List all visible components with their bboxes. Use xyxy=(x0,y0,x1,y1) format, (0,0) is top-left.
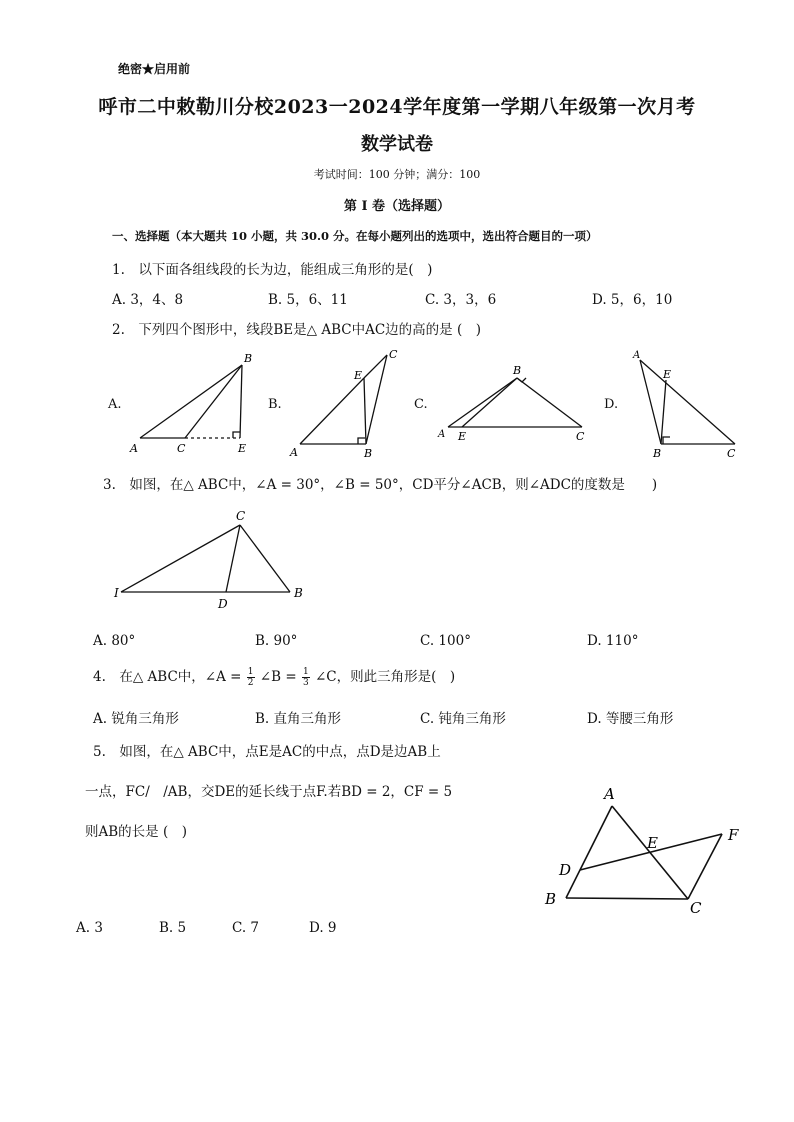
q5-option-a: A. 3 xyxy=(76,920,103,936)
q2c-label-b: B xyxy=(513,364,522,377)
q4-option-a: A. 锐角三角形 xyxy=(93,711,179,727)
q5-label-f: F xyxy=(728,826,739,844)
q2c-label-e: E xyxy=(458,430,467,443)
q4-option-b: B. 直角三角形 xyxy=(255,711,342,727)
q2b-label-c: C xyxy=(389,348,398,361)
q4-option-d: D. 等腰三角形 xyxy=(587,711,674,727)
q4-stem-suffix: ∠C，则此三角形是( ) xyxy=(314,669,456,685)
q2d-label-b: B xyxy=(653,447,662,460)
q1-option-a: A. 3，4、8 xyxy=(112,292,184,308)
q4-frac2-num: 1 xyxy=(302,667,309,677)
q2-label-c: C. xyxy=(414,397,428,412)
q2a-label-a: A xyxy=(130,442,138,455)
q2-label-a: A. xyxy=(108,397,122,412)
q2-label-d: D. xyxy=(604,397,619,412)
q3-figure xyxy=(121,525,290,592)
q2-figure-d xyxy=(640,360,735,444)
q2-stem: 2. 下列四个图形中，线段BE是△ ABC中AC边的高的是 ( ) xyxy=(112,322,481,338)
exam-info: 考试时间：100 分钟；满分：100 xyxy=(313,168,481,181)
secret-mark: 绝密★启用前 xyxy=(118,62,191,76)
volume-heading: 第 I 卷（选择题） xyxy=(343,199,451,214)
q2d-label-c: C xyxy=(727,447,736,460)
q1-option-c: C. 3，3，6 xyxy=(425,292,497,308)
q3-option-b: B. 90° xyxy=(255,633,298,649)
q2b-label-b: B xyxy=(364,447,373,460)
q4-fraction-1 xyxy=(247,667,255,688)
q3-label-d: D xyxy=(218,597,228,611)
q4-frac1-num: 1 xyxy=(247,667,254,677)
q4-stem-prefix: 4. 在△ ABC中，∠A = xyxy=(93,669,242,685)
q3-option-a: A. 80° xyxy=(93,633,136,649)
q4-fraction-2 xyxy=(302,667,310,688)
q5-label-c: C xyxy=(690,899,702,917)
q2c-label-c: C xyxy=(576,430,585,443)
q5-line-1: 5. 如图，在△ ABC中，点E是AC的中点，点D是边AB上 xyxy=(93,744,441,760)
q2b-label-e: E xyxy=(354,369,363,382)
q5-option-d: D. 9 xyxy=(309,920,337,936)
q3-label-c: C xyxy=(236,509,246,523)
q1-stem: 1. 以下面各组线段的长为边，能组成三角形的是( ) xyxy=(112,262,433,278)
q4-frac2-den: 3 xyxy=(302,678,309,688)
q2d-label-e: E xyxy=(663,368,672,381)
q5-line-2: 一点，FC/ /AB，交DE的延长线于点F.若BD = 2，CF = 5 xyxy=(85,784,453,800)
q5-option-b: B. 5 xyxy=(159,920,187,936)
q2b-label-a: A xyxy=(290,446,298,459)
q5-label-a: A xyxy=(604,785,615,803)
section-heading: 一、选择题（本大题共 10 小题，共 30.0 分。在每小题列出的选项中，选出符合题目的一项） xyxy=(112,229,598,243)
q1-option-b: B. 5，6、11 xyxy=(268,292,348,308)
q5-label-b: B xyxy=(545,890,557,908)
q5-line-3: 则AB的长是 ( ) xyxy=(85,824,187,840)
q2-label-b: B. xyxy=(268,397,282,412)
q2-figure-a xyxy=(140,365,242,438)
q2-figure-c xyxy=(448,378,582,427)
q1-option-d: D. 5，6，10 xyxy=(592,292,673,308)
q5-label-d: D xyxy=(559,861,572,879)
q4-stem xyxy=(93,665,455,688)
q2a-label-c: C xyxy=(177,442,186,455)
q2a-label-b: B xyxy=(244,352,253,365)
exam-subtitle: 数学试卷 xyxy=(361,134,433,155)
q2-figure-b xyxy=(300,355,387,444)
q5-label-e: E xyxy=(647,834,658,852)
q2d-label-a: A xyxy=(633,350,641,361)
q5-figure xyxy=(566,806,722,899)
q5-option-c: C. 7 xyxy=(232,920,260,936)
q3-option-c: C. 100° xyxy=(420,633,471,649)
q4-stem-mid: ∠B = xyxy=(259,669,297,685)
exam-title: 呼市二中敕勒川分校2023一2024学年度第一学期八年级第一次月考 xyxy=(98,96,696,118)
q4-frac1-den: 2 xyxy=(247,678,254,688)
q2c-label-a: A xyxy=(438,429,446,440)
q3-label-a: I xyxy=(114,586,119,600)
q4-option-c: C. 钝角三角形 xyxy=(420,711,506,727)
q3-label-b: B xyxy=(294,586,303,600)
q3-option-d: D. 110° xyxy=(587,633,639,649)
q3-stem: 3. 如图，在△ ABC中，∠A = 30°，∠B = 50°，CD平分∠ACB，则∠ADC的度数是 ) xyxy=(103,477,658,493)
q2a-label-e: E xyxy=(238,442,247,455)
